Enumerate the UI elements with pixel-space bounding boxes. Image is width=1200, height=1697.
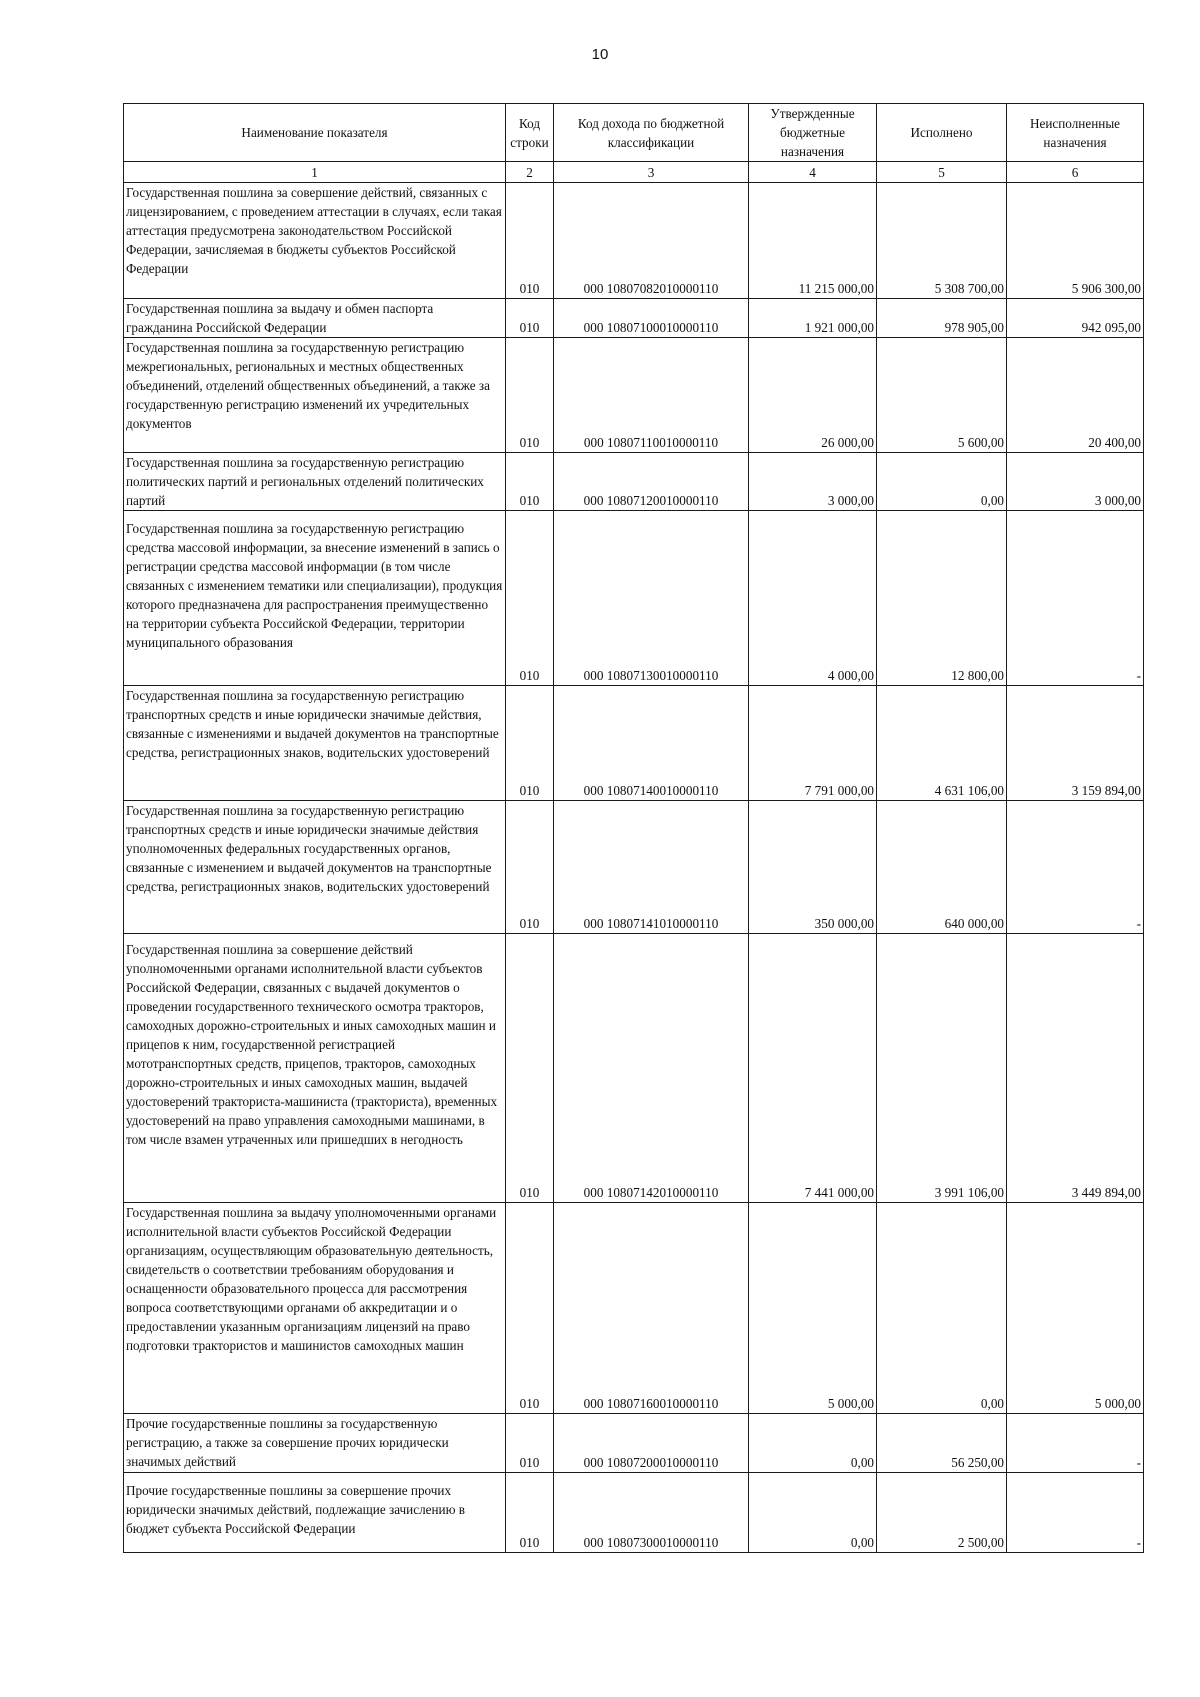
row-unexecuted: 5 906 300,00 bbox=[1007, 183, 1144, 299]
row-executed: 12 800,00 bbox=[877, 511, 1007, 686]
row-line-code: 010 bbox=[506, 1473, 554, 1553]
table-row bbox=[124, 934, 1144, 1203]
row-name: Государственная пошлина за государственную регистрацию межрегиональных, региональных и местных общественных объединений, отделений общественных объединений, а также за государственную регистрацию изменений их учредительных документов bbox=[124, 338, 506, 453]
row-line-code: 010 bbox=[506, 934, 554, 1203]
row-name: Государственная пошлина за совершение действий, связанных с лицензированием, с проведением аттестации в случаях, если такая аттестация предусмотрена законодательством Российской Федерации, зачисляемая в бюджеты субъектов Российской Федерации bbox=[124, 183, 506, 299]
row-line-code: 010 bbox=[506, 338, 554, 453]
row-executed: 5 600,00 bbox=[877, 338, 1007, 453]
column-number: 2 bbox=[506, 162, 554, 183]
row-line-code: 010 bbox=[506, 299, 554, 338]
row-kbk: 000 10807100010000110 bbox=[554, 299, 749, 338]
row-unexecuted: 3 159 894,00 bbox=[1007, 686, 1144, 801]
row-name: Прочие государственные пошлины за государственную регистрацию, а также за совершение прочих юридически значимых действий bbox=[124, 1414, 506, 1473]
row-approved: 26 000,00 bbox=[749, 338, 877, 453]
row-kbk: 000 10807110010000110 bbox=[554, 338, 749, 453]
row-approved: 350 000,00 bbox=[749, 801, 877, 934]
row-approved: 7 791 000,00 bbox=[749, 686, 877, 801]
header-row bbox=[124, 104, 1144, 162]
column-number-row bbox=[124, 162, 1144, 183]
column-number: 5 bbox=[877, 162, 1007, 183]
row-name: Государственная пошлина за государственную регистрацию политических партий и региональных отделений политических партий bbox=[124, 453, 506, 511]
header-approved: Утвержденные бюджетные назначения bbox=[749, 104, 877, 162]
row-kbk: 000 10807160010000110 bbox=[554, 1203, 749, 1414]
row-executed: 56 250,00 bbox=[877, 1414, 1007, 1473]
row-unexecuted: - bbox=[1007, 1473, 1144, 1553]
header-name: Наименование показателя bbox=[124, 104, 506, 162]
table-row bbox=[124, 183, 1144, 299]
header-unexecuted: Неисполненные назначения bbox=[1007, 104, 1144, 162]
table-row bbox=[124, 1203, 1144, 1414]
header-line-code: Код строки bbox=[506, 104, 554, 162]
row-executed: 4 631 106,00 bbox=[877, 686, 1007, 801]
row-name: Государственная пошлина за государственную регистрацию транспортных средств и иные юридически значимые действия уполномоченных федеральных государственных органов, связанные с изменением и выдачей документов на транспортные средства, регистрационных знаков, водительских удостоверений bbox=[124, 801, 506, 934]
row-approved: 11 215 000,00 bbox=[749, 183, 877, 299]
column-number: 1 bbox=[124, 162, 506, 183]
row-kbk: 000 10807141010000110 bbox=[554, 801, 749, 934]
header-executed: Исполнено bbox=[877, 104, 1007, 162]
row-name: Государственная пошлина за государственную регистрацию средства массовой информации, за внесение изменений в запись о регистрации средства массовой информации (в том числе связанных с изменением тематики или специализации), продукция которого предназначена для распространения преимущественно на территории субъекта Российской Федерации, территории муниципального образования bbox=[124, 511, 506, 686]
row-kbk: 000 10807300010000110 bbox=[554, 1473, 749, 1553]
table-row bbox=[124, 511, 1144, 686]
table-row bbox=[124, 686, 1144, 801]
row-unexecuted: 20 400,00 bbox=[1007, 338, 1144, 453]
table-row bbox=[124, 1414, 1144, 1473]
row-approved: 1 921 000,00 bbox=[749, 299, 877, 338]
row-executed: 978 905,00 bbox=[877, 299, 1007, 338]
row-kbk: 000 10807140010000110 bbox=[554, 686, 749, 801]
row-executed: 2 500,00 bbox=[877, 1473, 1007, 1553]
row-unexecuted: 3 000,00 bbox=[1007, 453, 1144, 511]
row-unexecuted: 5 000,00 bbox=[1007, 1203, 1144, 1414]
row-approved: 5 000,00 bbox=[749, 1203, 877, 1414]
table-row bbox=[124, 299, 1144, 338]
header-kbk: Код дохода по бюджетной классификации bbox=[554, 104, 749, 162]
row-line-code: 010 bbox=[506, 801, 554, 934]
row-executed: 3 991 106,00 bbox=[877, 934, 1007, 1203]
row-name: Государственная пошлина за совершение действий уполномоченными органами исполнительной власти субъектов Российской Федерации, связанных с выдачей документов о проведении государственного технического осмотра тракторов, самоходных дорожно-строительных и иных самоходных машин и прицепов к ним, государственной регистрацией мототранспортных средств, прицепов, тракторов, самоходных дорожно-строительных и иных самоходных машин, выдачей удостоверений тракториста-машиниста (тракториста), временных удостоверений на право управления самоходными машинами, в том числе взамен утраченных или пришедших в негодность bbox=[124, 934, 506, 1203]
row-line-code: 010 bbox=[506, 511, 554, 686]
row-approved: 7 441 000,00 bbox=[749, 934, 877, 1203]
row-kbk: 000 10807082010000110 bbox=[554, 183, 749, 299]
table-row bbox=[124, 338, 1144, 453]
row-line-code: 010 bbox=[506, 453, 554, 511]
row-name: Государственная пошлина за выдачу уполномоченными органами исполнительной власти субъектов Российской Федерации организациям, осуществляющим образовательную деятельность, свидетельств о соответствии требованиям оборудования и оснащенности образовательного процесса для рассмотрения вопроса соответствующими органами об аккредитации и о предоставлении указанным организациям лицензий на право подготовки трактористов и машинистов самоходных машин bbox=[124, 1203, 506, 1414]
table-row bbox=[124, 1473, 1144, 1553]
row-unexecuted: 942 095,00 bbox=[1007, 299, 1144, 338]
row-line-code: 010 bbox=[506, 183, 554, 299]
row-approved: 0,00 bbox=[749, 1414, 877, 1473]
row-name: Государственная пошлина за выдачу и обмен паспорта гражданина Российской Федерации bbox=[124, 299, 506, 338]
row-kbk: 000 10807142010000110 bbox=[554, 934, 749, 1203]
row-line-code: 010 bbox=[506, 1203, 554, 1414]
row-line-code: 010 bbox=[506, 1414, 554, 1473]
table-row bbox=[124, 801, 1144, 934]
row-unexecuted: - bbox=[1007, 801, 1144, 934]
table-row bbox=[124, 453, 1144, 511]
page-number: 10 bbox=[591, 46, 609, 63]
budget-execution-table bbox=[123, 103, 1144, 1553]
column-number: 3 bbox=[554, 162, 749, 183]
column-number: 6 bbox=[1007, 162, 1144, 183]
row-executed: 0,00 bbox=[877, 1203, 1007, 1414]
row-name: Прочие государственные пошлины за совершение прочих юридически значимых действий, подлежащие зачислению в бюджет субъекта Российской Федерации bbox=[124, 1473, 506, 1553]
row-kbk: 000 10807130010000110 bbox=[554, 511, 749, 686]
column-number: 4 bbox=[749, 162, 877, 183]
row-name: Государственная пошлина за государственную регистрацию транспортных средств и иные юридически значимые действия, связанные с изменениями и выдачей документов на транспортные средства, регистрационных знаков, водительских удостоверений bbox=[124, 686, 506, 801]
row-approved: 3 000,00 bbox=[749, 453, 877, 511]
row-kbk: 000 10807120010000110 bbox=[554, 453, 749, 511]
row-executed: 0,00 bbox=[877, 453, 1007, 511]
row-unexecuted: - bbox=[1007, 1414, 1144, 1473]
row-executed: 5 308 700,00 bbox=[877, 183, 1007, 299]
row-approved: 0,00 bbox=[749, 1473, 877, 1553]
row-unexecuted: - bbox=[1007, 511, 1144, 686]
row-line-code: 010 bbox=[506, 686, 554, 801]
row-kbk: 000 10807200010000110 bbox=[554, 1414, 749, 1473]
row-approved: 4 000,00 bbox=[749, 511, 877, 686]
row-executed: 640 000,00 bbox=[877, 801, 1007, 934]
row-unexecuted: 3 449 894,00 bbox=[1007, 934, 1144, 1203]
